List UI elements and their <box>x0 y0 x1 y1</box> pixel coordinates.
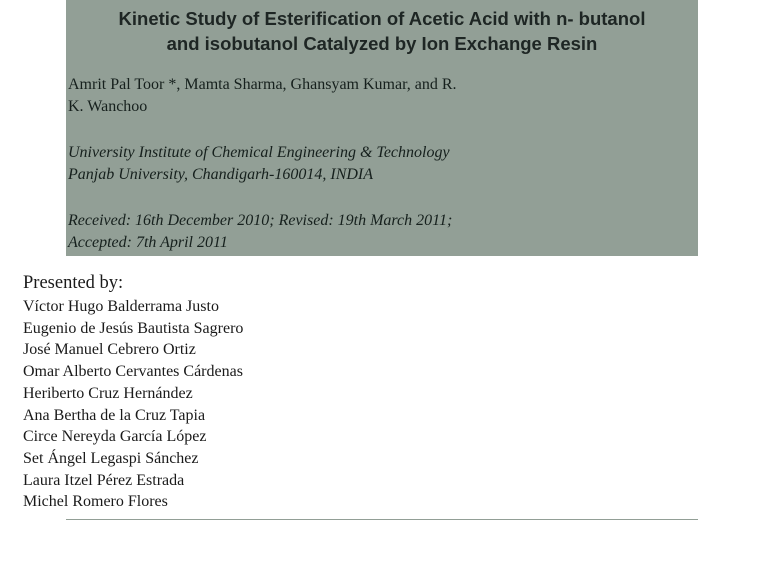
author-line: Amrit Pal Toor *, Mamta Sharma, Ghansyam Kumar, and R. <box>68 76 457 93</box>
presenter-name: Eugenio de Jesús Bautista Sagrero <box>23 319 244 337</box>
title-line: Kinetic Study of Esterification of Acetic Acid with n- butanol <box>118 8 646 29</box>
presenter-name: Heriberto Cruz Hernández <box>23 384 193 402</box>
presenter-list <box>23 296 243 513</box>
publication-dates <box>68 210 452 254</box>
header-box <box>66 0 698 256</box>
date-line: Accepted: 7th April 2011 <box>68 234 228 251</box>
author-line: K. Wanchoo <box>68 98 148 115</box>
paper-title <box>66 6 698 56</box>
presenter-name: Omar Alberto Cervantes Cárdenas <box>23 363 243 381</box>
presenter-name: Michel Romero Flores <box>23 493 168 511</box>
title-line: and isobutanol Catalyzed by Ion Exchange Resin <box>166 33 598 54</box>
affiliation <box>68 142 450 186</box>
presenter-name: Set Ángel Legaspi Sánchez <box>23 449 199 467</box>
affiliation-line: University Institute of Chemical Engineering & Technology <box>68 144 450 161</box>
presenter-name: Ana Bertha de la Cruz Tapia <box>23 406 206 424</box>
presenter-name: Víctor Hugo Balderrama Justo <box>23 298 219 315</box>
presenter-name: Circe Nereyda García López <box>23 428 207 446</box>
presenters-heading: Presented by: <box>23 273 124 293</box>
affiliation-line: Panjab University, Chandigarh-160014, INDIA <box>68 166 374 183</box>
presenter-name: José Manuel Cebrero Ortiz <box>23 341 196 359</box>
divider-line <box>66 519 698 520</box>
date-line: Received: 16th December 2010; Revised: 19th March 2011; <box>68 212 453 229</box>
author-list <box>68 74 538 118</box>
presenters-section <box>23 270 243 513</box>
presenter-name: Laura Itzel Pérez Estrada <box>23 471 185 489</box>
